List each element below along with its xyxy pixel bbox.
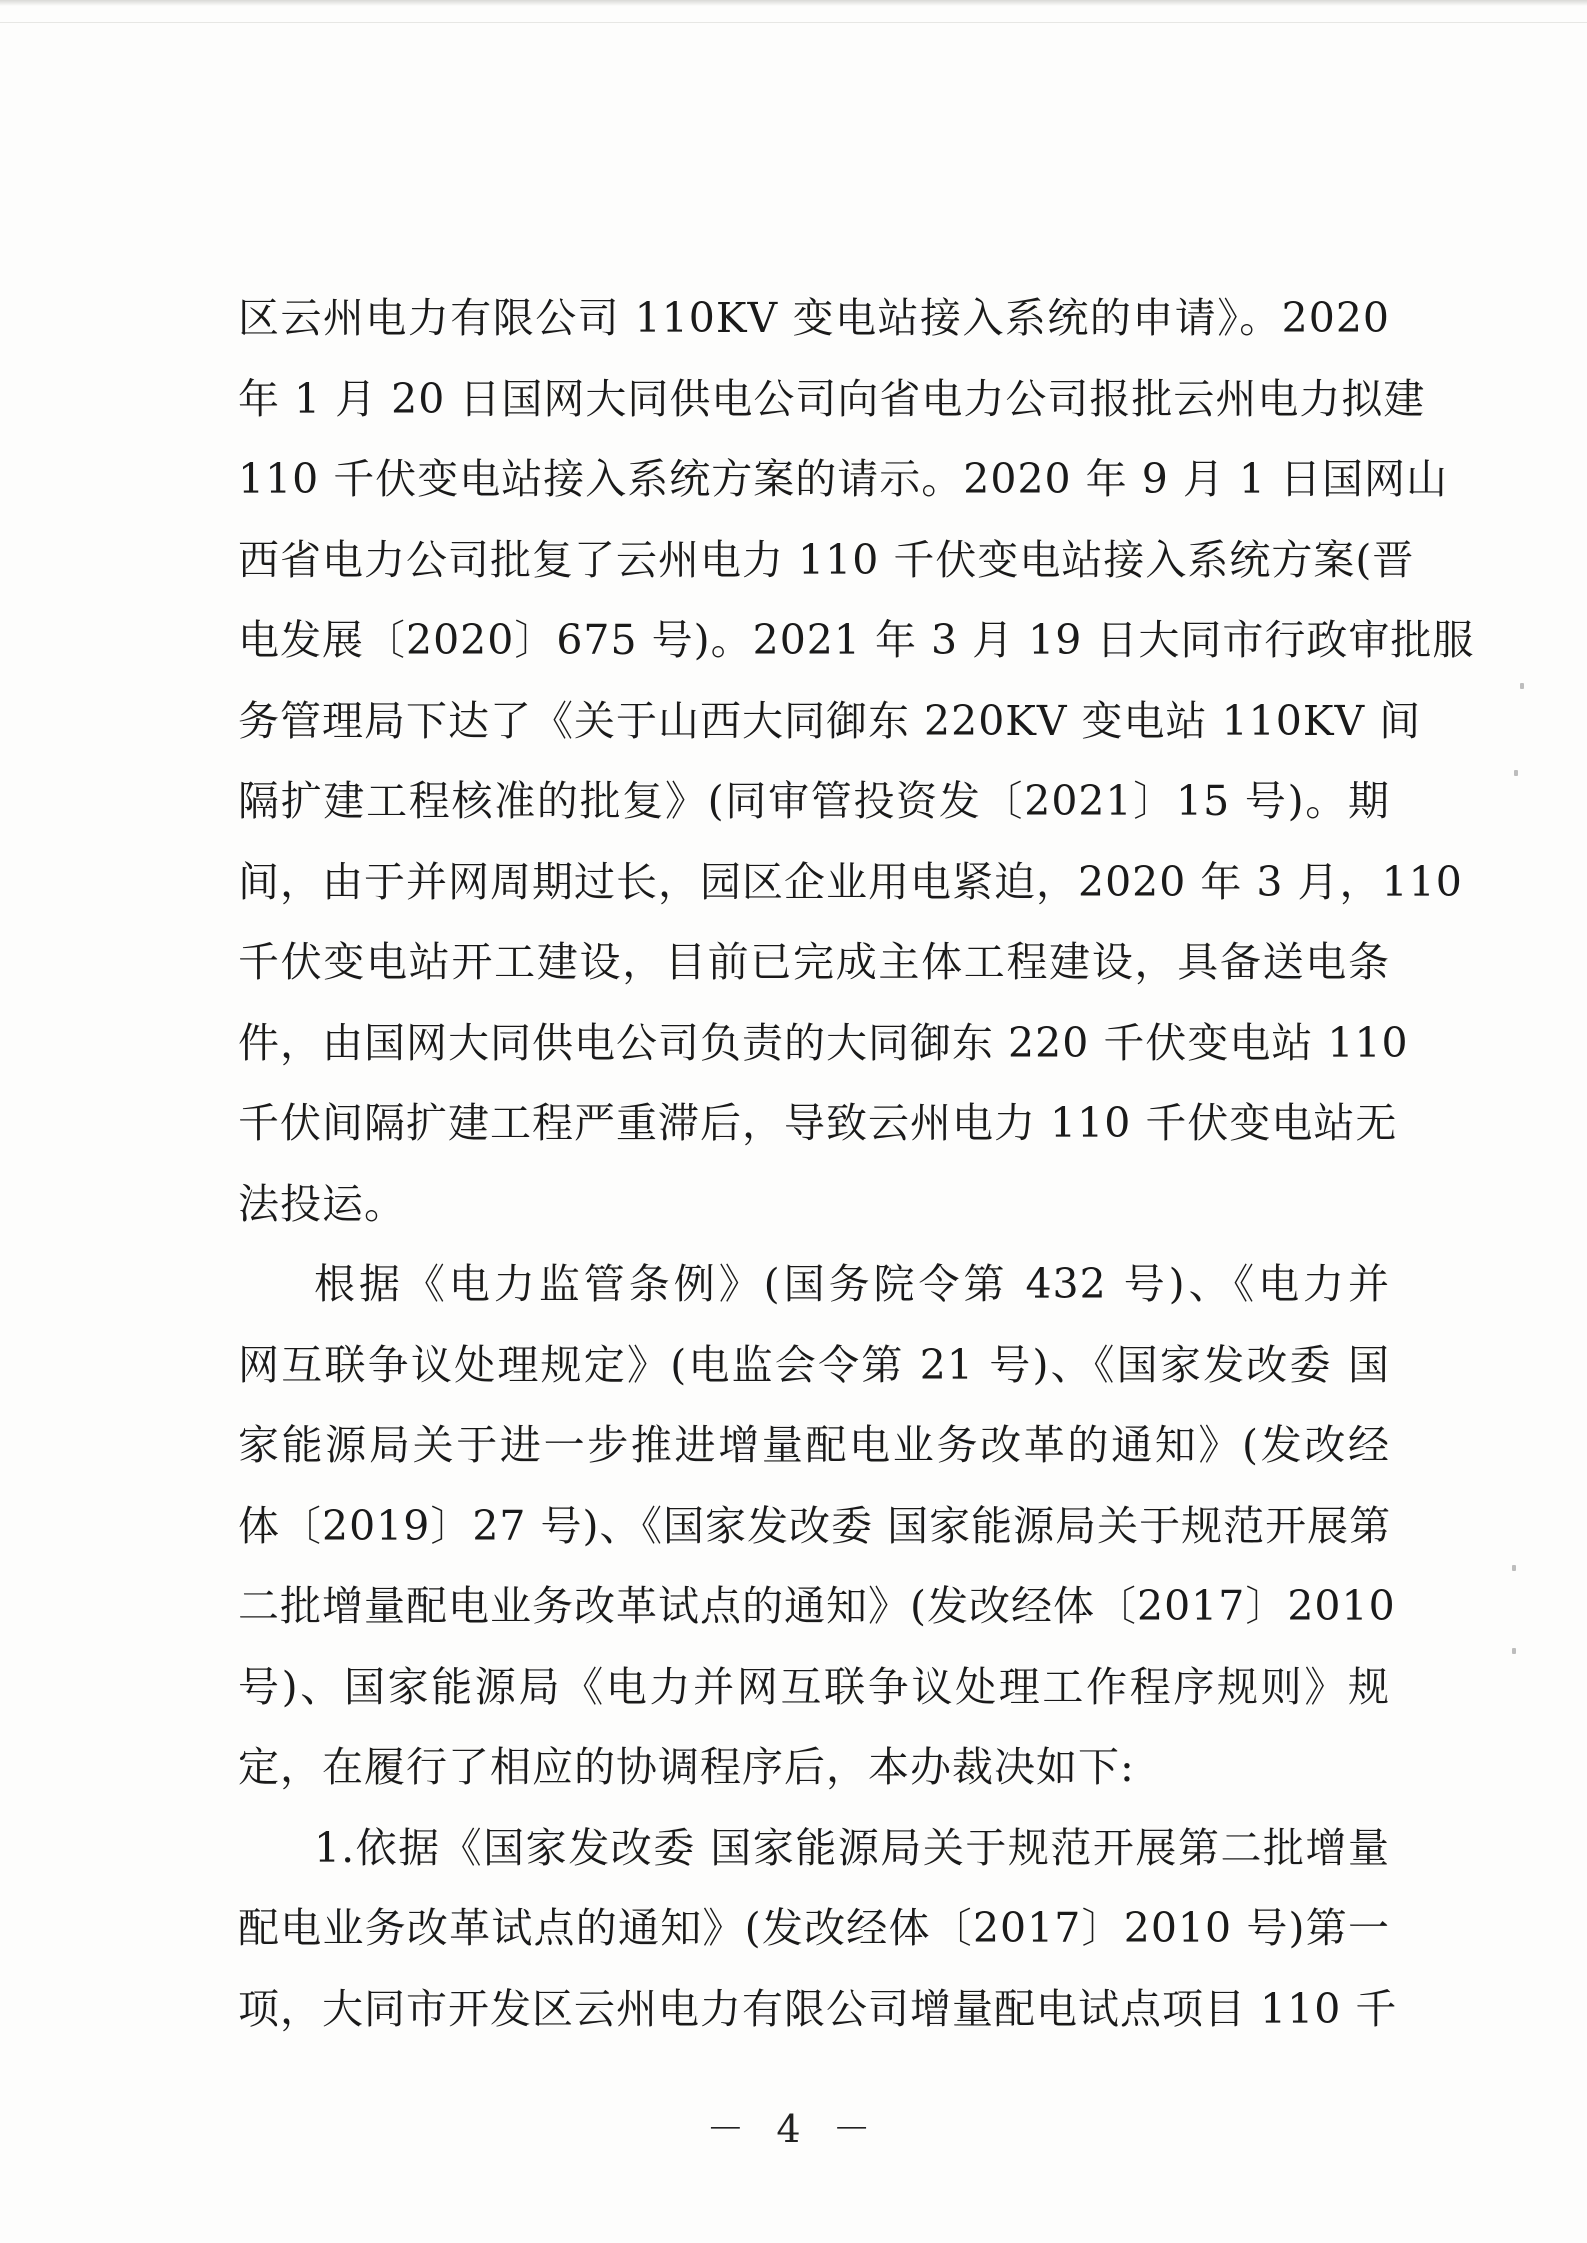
text-line: 间，由于并网周期过长，园区企业用电紧迫，2020 年 3 月，110 (238, 857, 1463, 906)
text-line: 隔扩建工程核准的批复》(同审管投资发〔2021〕15 号)。期 (238, 777, 1390, 825)
text-line: 件，由国网大同供电公司负责的大同御东 220 千伏变电站 110 (238, 1018, 1409, 1067)
text-line: 根据《电力监管条例》(国务院令第 432 号)、《电力并 (314, 1260, 1390, 1308)
text-line: 体〔2019〕27 号)、《国家发改委 国家能源局关于规范开展第 (238, 1501, 1392, 1550)
text-line: 务管理局下达了《关于山西大同御东 220KV 变电站 110KV 间 (238, 696, 1422, 745)
text-line: 年 1 月 20 日国网大同供电公司向省电力公司报批云州电力拟建 (238, 374, 1426, 423)
text-line: 千伏间隔扩建工程严重滞后，导致云州电力 110 千伏变电站无 (238, 1099, 1398, 1147)
text-line: 二批增量配电业务改革试点的通知》(发改经体〔2017〕2010 (238, 1582, 1396, 1630)
scan-speck (1512, 1565, 1516, 1571)
text-line: 号)、国家能源局《电力并网互联争议处理工作程序规则》规 (238, 1662, 1390, 1711)
text-line: 区云州电力有限公司 110KV 变电站接入系统的申请》。2020 (238, 294, 1390, 342)
text-line: 电发展〔2020〕675 号)。2021 年 3 月 19 日大同市行政审批服 (238, 616, 1475, 664)
text-line: 1.依据《国家发改委 国家能源局关于规范开展第二批增量 (314, 1823, 1390, 1872)
scan-top-line (0, 22, 1587, 23)
text-line: 网互联争议处理规定》(电监会令第 21 号)、《国家发改委 国 (238, 1340, 1390, 1389)
page-number: － 4 － (706, 2107, 881, 2151)
text-line: 千伏变电站开工建设，目前已完成主体工程建设，具备送电条 (238, 938, 1390, 986)
text-line: 项，大同市开发区云州电力有限公司增量配电试点项目 110 千 (238, 1984, 1398, 2033)
scan-speck (1514, 770, 1518, 776)
body-text (238, 278, 1475, 2049)
text-line: 家能源局关于进一步推进增量配电业务改革的通知》(发改经 (238, 1421, 1390, 1469)
text-line: 110 千伏变电站接入系统方案的请示。2020 年 9 月 1 日国网山 (238, 455, 1448, 503)
scan-speck (1512, 1648, 1516, 1654)
text-line: 法投运。 (238, 1179, 406, 1228)
scan-top-edge (0, 0, 1587, 6)
text-line: 定，在履行了相应的协调程序后，本办裁决如下: (238, 1743, 1135, 1791)
scan-speck (1520, 683, 1524, 689)
text-line: 配电业务改革试点的通知》(发改经体〔2017〕2010 号)第一 (238, 1904, 1390, 1952)
text-line: 西省电力公司批复了云州电力 110 千伏变电站接入系统方案(晋 (238, 535, 1415, 584)
